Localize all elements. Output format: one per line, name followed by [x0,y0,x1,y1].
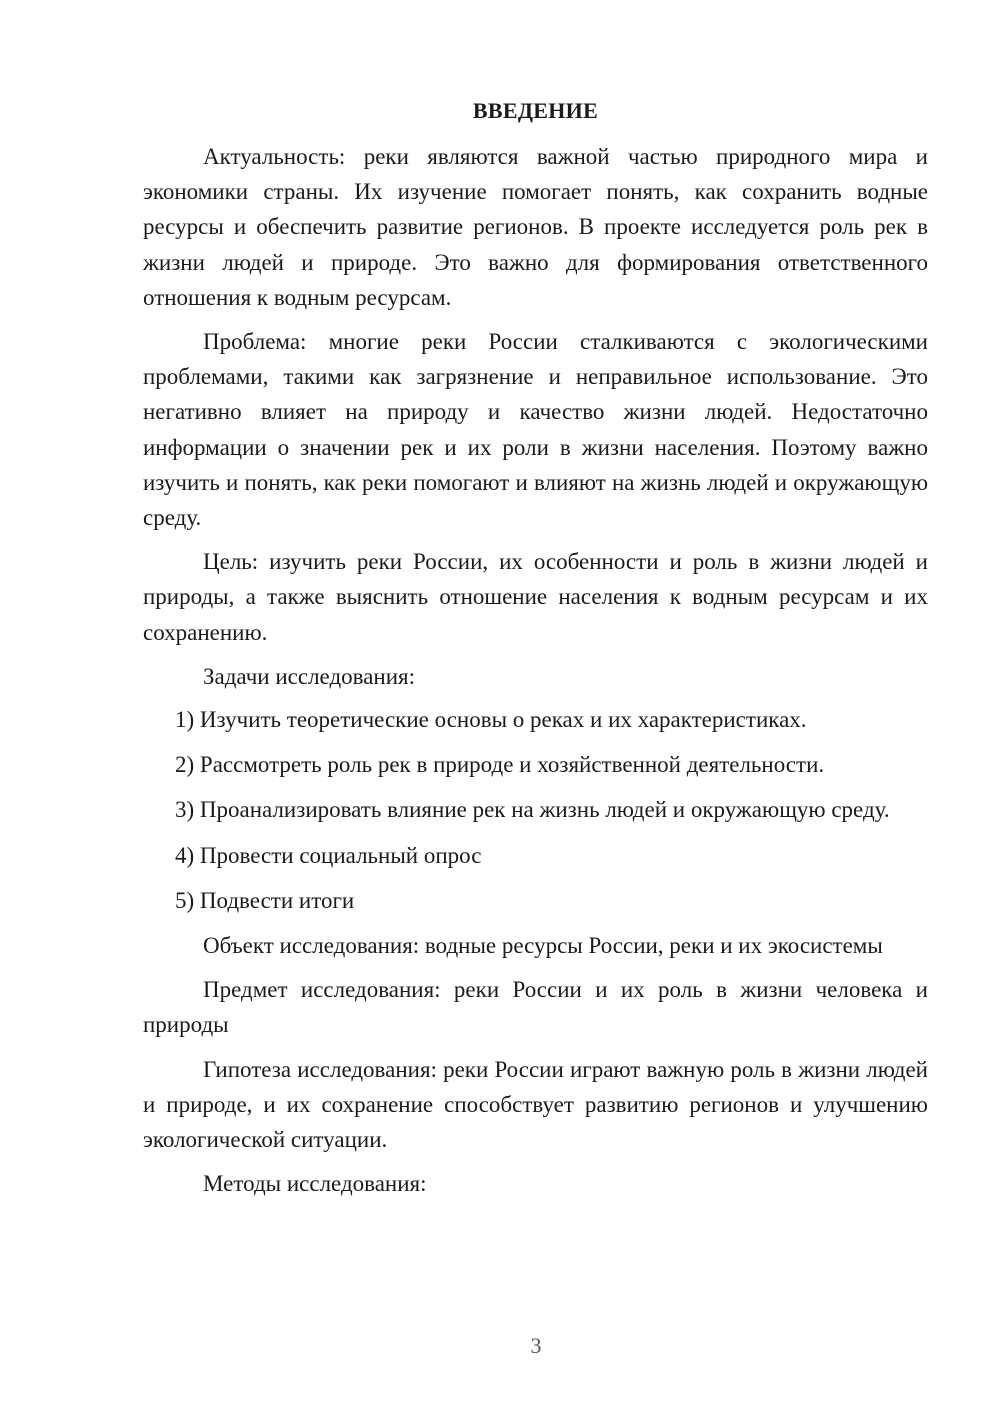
methods-heading: Методы исследования: [203,1171,427,1197]
goal-paragraph: Цель: изучить реки России, их особенности и роль в жизни людей и природы, а также выяснить отношение населения к водным ресурсам и их сохранению. [143,549,928,645]
tasks-heading: Задачи исследования: [203,663,416,689]
object-paragraph: Объект исследования: водные ресурсы России, реки и их экосистемы [203,933,883,959]
hypothesis-paragraph: Гипотеза исследования: реки России играют важную роль в жизни людей и природе, и их сохранение способствует развитию регионов и улучшению экологической ситуации. [143,1056,928,1153]
task-item-5: 5) Подвести итоги [175,887,355,913]
page-number: 3 [530,1333,542,1358]
page-content [143,95,928,1209]
task-item-1: 1) Изучить теоретические основы о реках и их характеристиках. [175,707,807,733]
subject-paragraph: Предмет исследования: реки России и их роль в жизни человека и природы [143,977,928,1038]
page-title: ВВЕДЕНИЕ [472,98,599,123]
problem-paragraph: Проблема: многие реки России сталкиваются с экологическими проблемами, такими как загрязнение и неправильное использование. Это негативно влияет на природу и качество жизни людей. Недостаточно информации о значении рек и их роли в жизни населения. Поэтому важно изучить и понять, как реки помогают и влияют на жизнь людей и окружающую среду. [143,329,928,531]
task-item-3: 3) Проанализировать влияние рек на жизнь людей и окружающую среду. [175,797,890,823]
task-item-4: 4) Провести социальный опрос [175,842,482,868]
relevance-paragraph: Актуальность: реки являются важной частью природного мира и экономики страны. Их изучение помогает понять, как сохранить водные ресурсы и обеспечить развитие регионов. В проекте исследуется роль рек в жизни людей и природе. Это важно для формирования ответственного отношения к водным ресурсам. [143,144,928,310]
task-item-2: 2) Рассмотреть роль рек в природе и хозяйственной деятельности. [175,752,825,778]
